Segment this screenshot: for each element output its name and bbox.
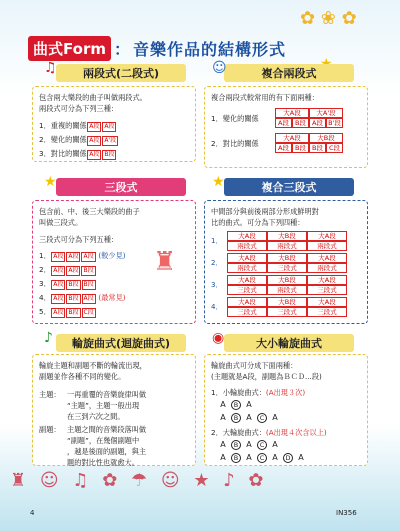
page-number: 4 — [30, 509, 35, 517]
cell: 大A段 — [307, 231, 347, 241]
section-rondo-box — [32, 354, 196, 466]
cell: 大A段 — [307, 253, 347, 263]
circled-letter: D — [283, 453, 293, 463]
cell: 兩段式 — [267, 241, 307, 251]
letter-row — [211, 438, 361, 451]
title-tag: 曲式Form — [28, 36, 111, 61]
tag: B段 — [68, 281, 79, 288]
cell: 大A段 — [227, 253, 267, 263]
tag: A段 — [83, 253, 94, 260]
bottom-illustration: ♜ ☺ ♫ ✿ ☂ ☺ ★ ♪ ✿ — [10, 470, 268, 491]
music-note-icon: ♫ — [44, 60, 57, 76]
cell: 大A段 — [227, 297, 267, 307]
compound-row — [211, 231, 361, 251]
cell: 三段式 — [307, 307, 347, 317]
section-three-part-box — [32, 200, 196, 324]
letter: A — [272, 440, 278, 449]
cell: 兩段式 — [227, 241, 267, 251]
cell: 三段式 — [267, 263, 307, 273]
term-text: “主題”，主題一般出現 — [67, 401, 140, 410]
tag: B段 — [104, 151, 115, 158]
title-separator: ： — [113, 40, 130, 59]
tag: B段 — [68, 295, 79, 302]
term-key: 主題： — [39, 390, 61, 399]
letter: A — [246, 400, 252, 409]
drum-icon: ◉ — [212, 330, 225, 346]
tag: A段 — [53, 295, 64, 302]
cell: B段 — [292, 143, 309, 153]
term-text: 主題之間的音樂段落叫做 — [67, 425, 147, 434]
cell: 大B段 — [267, 231, 307, 241]
term-text: 題的對比性也就愈大。 — [67, 458, 139, 467]
circled-letter: B — [231, 413, 241, 423]
cell: 大A段 — [307, 275, 347, 285]
tag: A段 — [89, 151, 100, 158]
letter: A — [220, 453, 226, 462]
letter: A — [246, 440, 252, 449]
tag: A段 — [68, 253, 79, 260]
cell: 大A段 — [227, 231, 267, 241]
cell: 大B段 — [267, 297, 307, 307]
tag: B段 — [68, 309, 79, 316]
section-big-small-rondo-box — [204, 354, 368, 466]
text-line: 中間部分與前後兩部分形成鮮明對 — [211, 207, 319, 216]
section-two-part-header — [44, 60, 186, 82]
cell: A段 — [275, 118, 292, 128]
section-three-part-header — [44, 174, 186, 196]
cell: 大B段 — [309, 133, 343, 143]
note: (A出現３次) — [265, 388, 306, 397]
section-big-small-rondo-header — [212, 330, 354, 352]
term-text: 一再重覆的音樂旋律叫做 — [67, 390, 147, 399]
letter: A — [220, 413, 226, 422]
section-compound-three-part-header — [212, 174, 354, 196]
cell: 三段式 — [227, 307, 267, 317]
cell: A段 — [275, 143, 292, 153]
item-label: 4． — [39, 293, 51, 302]
item-label: 3．對比的關係 — [39, 149, 87, 158]
letter: A — [246, 413, 252, 422]
cell: 大A段 — [275, 133, 309, 143]
note-icon: ♪ — [44, 330, 53, 346]
cell: 三段式 — [267, 307, 307, 317]
letter: A — [298, 453, 304, 462]
robot-icon: ☺ — [212, 60, 227, 76]
letter-row — [211, 411, 361, 424]
letter-row — [211, 398, 361, 411]
cell: 大B段 — [267, 275, 307, 285]
top-decoration: ✿ ❀ ✿ — [300, 8, 357, 29]
tag: A段 — [53, 253, 64, 260]
cell: 兩段式 — [267, 285, 307, 295]
tag: A段 — [104, 123, 115, 130]
text-line: (主題就是A段，副題為ＢＣＤ...段) — [211, 372, 322, 381]
circled-letter: B — [231, 400, 241, 410]
item-label: 3． — [211, 280, 223, 289]
cell: 大B段 — [267, 253, 307, 263]
title-text: 音樂作品的結構形式 — [133, 40, 287, 59]
compound-row — [211, 253, 361, 273]
letter: A — [220, 440, 226, 449]
star-icon: ★ — [212, 174, 225, 190]
tag: A段 — [53, 281, 64, 288]
text-line: 包含前、中、後三大樂段的曲子 — [39, 207, 140, 216]
section-title: 大小輪旋曲式 — [256, 337, 322, 350]
text-line: 複合兩段式較常用的有下面兩種： — [211, 93, 319, 102]
item-label: 1． — [39, 251, 51, 260]
item-label: 1．重複的關係 — [39, 121, 87, 130]
section-compound-two-part-box — [204, 86, 368, 168]
text-line: 包含兩大樂段的曲子叫做兩段式。 — [39, 93, 147, 102]
tag: A段 — [68, 267, 79, 274]
item-label: 3． — [39, 279, 51, 288]
item-label: 1．變化的關係 — [211, 113, 259, 123]
compound-row — [211, 275, 361, 295]
section-two-part-box — [32, 86, 196, 162]
note: (較少見) — [98, 251, 126, 260]
letter: A — [246, 453, 252, 462]
circled-letter: B — [231, 453, 241, 463]
text-line: 叫做三段式。 — [39, 218, 83, 227]
item-label: 2． — [39, 265, 51, 274]
term-text: ，越是後面的副題，與主 — [67, 447, 147, 456]
item-label: 2．對比的關係 — [211, 138, 259, 148]
compound-row — [211, 297, 361, 317]
letter: A — [220, 400, 226, 409]
section-title: 兩段式(二段式) — [82, 67, 160, 80]
cell: B段 — [309, 143, 326, 153]
tag: A段 — [89, 123, 100, 130]
section-title: 複合三段式 — [261, 181, 317, 194]
text-line: 比的曲式。可分為下列四種： — [211, 218, 305, 227]
cell: 大A段 — [275, 108, 309, 118]
tag: B段 — [83, 281, 94, 288]
letter-row — [211, 451, 361, 464]
tag: B段 — [83, 267, 94, 274]
castle-illustration: ♜ — [153, 247, 177, 277]
circled-letter: C — [257, 440, 267, 450]
term-text: 在三到六次之間。 — [67, 412, 125, 421]
cell: 兩段式 — [307, 241, 347, 251]
section-compound-three-part-box — [204, 200, 368, 324]
section-title: 三段式 — [104, 181, 138, 194]
text-line: 輪旋曲式可分成下面兩種： — [211, 361, 298, 370]
circled-letter: C — [257, 413, 267, 423]
cell: A段 — [309, 118, 326, 128]
text-line: 兩段式可分為下列三種： — [39, 104, 119, 113]
term-text: “副題”，在幾個副題中 — [67, 436, 140, 445]
star-icon: ★ — [44, 174, 57, 190]
cell: 大A段 — [307, 297, 347, 307]
cell: B'段 — [326, 118, 343, 128]
item-label: 4． — [211, 302, 223, 311]
tag: A段 — [53, 309, 64, 316]
term-key: 副題： — [39, 425, 61, 434]
cell: 兩段式 — [307, 263, 347, 273]
text-line: 輪旋主題和副題不斷的輪流出現， — [39, 361, 147, 370]
cell: 三段式 — [307, 285, 347, 295]
cell: 兩段式 — [227, 263, 267, 273]
cell: 大A'段 — [309, 108, 343, 118]
item-label: 1． — [211, 236, 223, 245]
item-label: 2．大輪旋曲式： — [211, 428, 266, 437]
section-title: 複合兩段式 — [261, 67, 317, 80]
circled-letter: B — [231, 440, 241, 450]
tag: A段 — [53, 267, 64, 274]
circled-letter: C — [257, 453, 267, 463]
page-code: IN356 — [336, 509, 357, 517]
item-label: 1．小輪旋曲式： — [211, 388, 266, 397]
letter: A — [272, 453, 278, 462]
letter: A — [272, 413, 278, 422]
cell: B段 — [292, 118, 309, 128]
item-label: 2． — [211, 258, 223, 267]
note: (A出現４次含以上) — [265, 428, 327, 437]
section-title: 輪旋曲式(迴旋曲式) — [71, 337, 171, 350]
section-rondo-header — [44, 330, 186, 352]
section-compound-two-part-header — [212, 60, 354, 82]
text-line: 副題並作各種不同的變化。 — [39, 372, 126, 381]
text-line: 三段式可分為下列五種： — [39, 235, 119, 244]
item-label: 2．變化的關係 — [39, 135, 87, 144]
cell: 大A段 — [227, 275, 267, 285]
note: (最常見) — [98, 293, 126, 302]
tag: C段 — [83, 309, 94, 316]
tag: A段 — [83, 295, 94, 302]
compound-rows — [211, 231, 361, 317]
item-label: 5． — [39, 307, 51, 316]
page-title — [28, 36, 286, 61]
tag: A'段 — [104, 137, 117, 144]
cell: 三段式 — [227, 285, 267, 295]
cell: C段 — [326, 143, 343, 153]
tag: A段 — [89, 137, 100, 144]
